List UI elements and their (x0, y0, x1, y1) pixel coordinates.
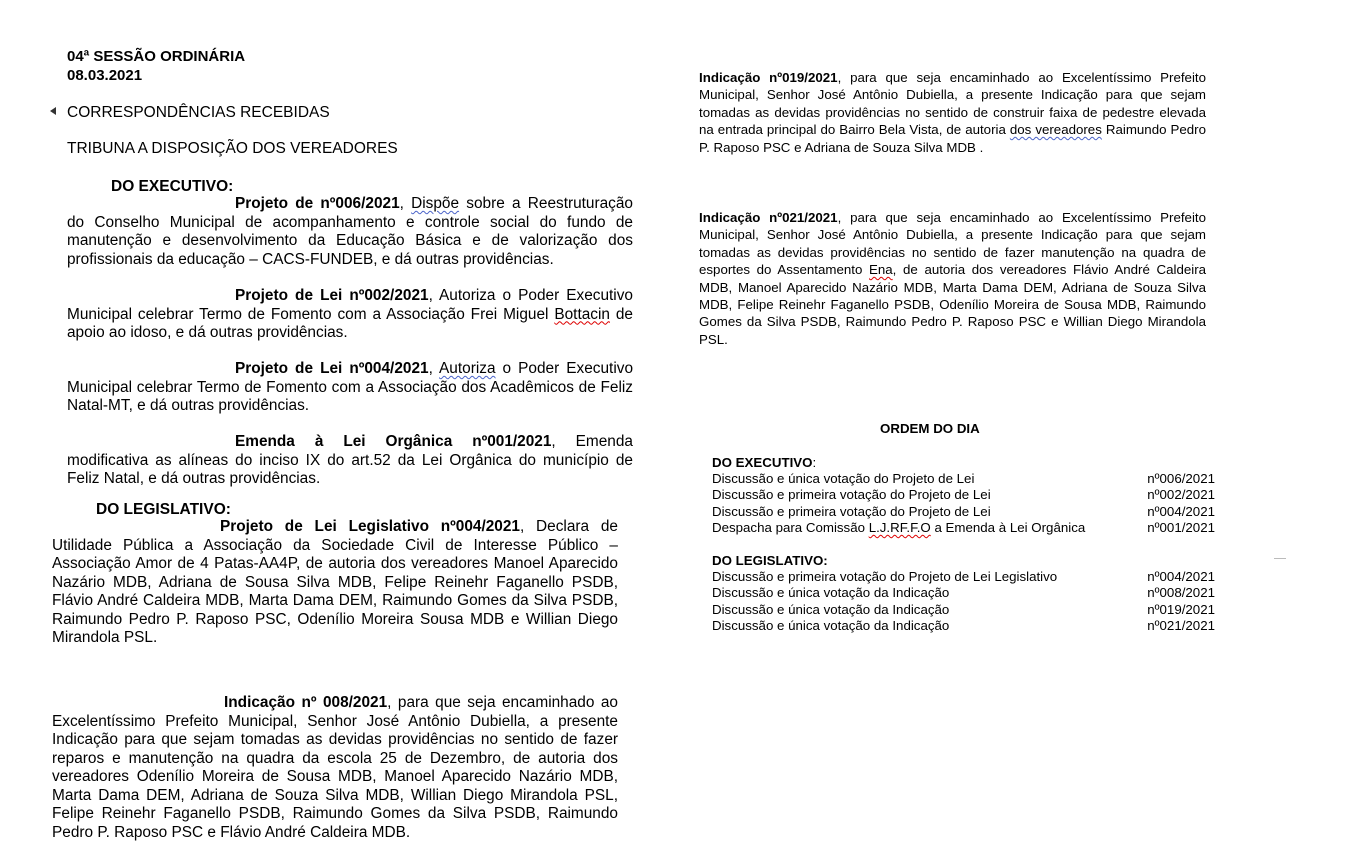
agenda-row (712, 618, 1215, 634)
item-title: Projeto de Lei Legislativo nº004/2021 (220, 518, 520, 535)
agenda-row-desc: Discussão e única votação da Indicação (712, 617, 950, 633)
item-title: Projeto de Lei nº004/2021 (235, 360, 429, 377)
item-indicacao-021: Indicação nº021/2021, para que seja encaminhado ao Excelentíssimo Prefeito Municipal, Senhor José Antônio Dubiella, a presente Indicação para que sejam tomadas as devidas providências no sentido de fazer manutenção na quadra de esportes do Assentamento Ena, de autoria dos vereadores Flávio André Caldeira MDB, Manoel Aparecido Nazário MDB, Marta Dama DEM, Adriana de Souza Silva MDB, Felipe Reinehr Faganello PSDB, Odenílio Moreira de Sousa MDB, Raimundo Gomes da Silva PSDB, Raimundo Pedro P. Raposo PSC e Willian Diego Mirandola PSL. (699, 210, 1207, 347)
flagged-word: L.J.RF.F.O (868, 519, 931, 535)
item-projeto-legislativo-004: Projeto de Lei Legislativo nº004/2021, Declara de Utilidade Pública a Associação da Sociedade Civil de Interesse Público – Associação Amor de 4 Patas-AA4P, de autoria dos vereadores Manoel Aparecido Nazário MDB, Adriana de Sousa Silva MDB, Felipe Reinehr Faganello PSDB, Flávio André Caldeira MDB, Marta Dama DEM, Raimundo Gomes da Silva PSDB, Raimundo Pedro P. Raposo PSC, Odenílio Moreira Sousa MDB e Willian Diego Mirandola PSL. (52, 518, 618, 646)
item-emenda-001: Emenda à Lei Orgânica nº001/2021, Emenda modificativa as alíneas do inciso IX do art.52 da Lei Orgânica do município de Feliz Natal, e dá outras providências. (67, 433, 633, 487)
item-title: Emenda à Lei Orgânica nº001/2021 (235, 433, 552, 450)
agenda-row: Despacha para Comissão L.J.RF.F.O a Emenda à Lei Orgânica nº001/2021 (712, 519, 1215, 535)
agenda-row-num: nº002/2021 (1147, 487, 1215, 503)
agenda-row-num: nº004/2021 (1147, 503, 1215, 519)
agenda-row-num: nº006/2021 (1147, 471, 1215, 487)
session-title: 04ª SESSÃO ORDINÁRIA (67, 48, 246, 65)
ordem-title: ORDEM DO DIA (880, 421, 980, 436)
agenda-row-num: nº008/2021 (1147, 585, 1215, 601)
session-header (67, 47, 245, 85)
item-title: Projeto de nº006/2021 (235, 195, 400, 212)
ordem-executivo: DO EXECUTIVO: Discussão e única votação do Projeto de Lei nº006/2021 Discussão e primeira votação do Projeto de Lei nº002/2021 Discussão e primeira votação do Projeto de Lei nº004/2021 Despacha para Comissão L.J.RF.F.O a Emenda à Lei Orgânica nº001/2021 (712, 455, 1215, 535)
agenda-row-desc: Discussão e primeira votação do Projeto de Lei Legislativo (712, 569, 1058, 585)
ruler-mark (1274, 558, 1286, 559)
agenda-row (712, 569, 1215, 585)
agenda-row-desc: Discussão e primeira votação do Projeto de Lei (712, 503, 991, 519)
flagged-word: dos vereadores (1009, 122, 1102, 138)
agenda-row-num: nº019/2021 (1147, 601, 1215, 617)
collapse-triangle-icon[interactable] (50, 107, 56, 115)
ordem-legislativo (712, 553, 1215, 634)
item-indicacao-019: Indicação nº019/2021, para que seja encaminhado ao Excelentíssimo Prefeito Municipal, Senhor José Antônio Dubiella, a presente Indicação para que sejam tomadas as devidas providências no sentido de construir faixa de pedestre elevada na entrada principal do Bairro Bela Vista, de autoria dos vereadores Raimundo Pedro P. Raposo PSC e Adriana de Souza Silva MDB . (699, 70, 1206, 155)
flagged-word: Ena (869, 262, 893, 278)
item-projeto-lei-002: Projeto de Lei nº002/2021, Autoriza o Poder Executivo Municipal celebrar Termo de Fomento com a Associação Frei Miguel Bottacin de apoio ao idoso, e dá outras providências. (67, 287, 633, 341)
agenda-row-desc: Discussão e única votação da Indicação (712, 585, 950, 601)
agenda-row (712, 585, 1215, 601)
item-projeto-006: Projeto de nº006/2021, Dispõe sobre a Reestruturação do Conselho Municipal de acompanhamento e controle social do fundo de manutenção e desenvolvimento da Educação Básica e de valorização dos profissionais da educação – CACS-FUNDEB, e dá outras providências. (67, 195, 633, 268)
ordem-exec-label: DO EXECUTIVO (712, 455, 813, 470)
section-executivo: DO EXECUTIVO: (111, 178, 234, 195)
agenda-row (712, 504, 1215, 520)
section-legislativo: DO LEGISLATIVO: (96, 501, 231, 518)
ordem-leg-label: DO LEGISLATIVO: (712, 553, 828, 568)
agenda-row (712, 602, 1215, 618)
item-title: Indicação nº 008/2021 (224, 694, 388, 711)
item-title: Projeto de Lei nº002/2021 (235, 287, 429, 304)
item-projeto-lei-004: Projeto de Lei nº004/2021, Autoriza o Poder Executivo Municipal celebrar Termo de Fomento com a Associação dos Acadêmicos de Feliz Natal-MT, e dá outras providências. (67, 360, 634, 414)
agenda-row-num: nº004/2021 (1147, 569, 1215, 585)
agenda-row-desc: Discussão e única votação do Projeto de Lei (712, 471, 975, 487)
item-title: Indicação nº021/2021 (699, 210, 838, 225)
agenda-row-desc: Discussão e primeira votação do Projeto de Lei (712, 487, 991, 503)
agenda-row-num: nº021/2021 (1147, 617, 1215, 633)
flagged-word: Bottacin (554, 305, 610, 323)
flagged-word: Autoriza (439, 360, 496, 377)
agenda-row (712, 471, 1215, 487)
item-title: Indicação nº019/2021 (699, 70, 838, 85)
flagged-word: Dispõe (411, 195, 460, 212)
section-tribuna: TRIBUNA A DISPOSIÇÃO DOS VEREADORES (67, 140, 398, 157)
section-correspondencias: CORRESPONDÊNCIAS RECEBIDAS (67, 104, 330, 121)
agenda-row (712, 487, 1215, 503)
item-indicacao-008: Indicação nº 008/2021, para que seja encaminhado ao Excelentíssimo Prefeito Municipal, Senhor José Antônio Dubiella, a presente Indicação para que sejam tomadas as devidas providências no sentido de fazer reparos e manutenção na quadra da escola 25 de Dezembro, de autoria dos vereadores Odenílio Moreira de Sousa MDB, Manoel Aparecido Nazário MDB, Marta Dama DEM, Adriana de Souza Silva MDB, Willian Diego Mirandola PSL, Felipe Reinehr Faganello PSDB, Raimundo Gomes da Silva PSDB, Raimundo Pedro P. Raposo PSC e Flávio André Caldeira MDB. (52, 694, 618, 841)
agenda-row-desc: Discussão e única votação da Indicação (712, 601, 950, 617)
session-date: 08.03.2021 (67, 67, 143, 84)
